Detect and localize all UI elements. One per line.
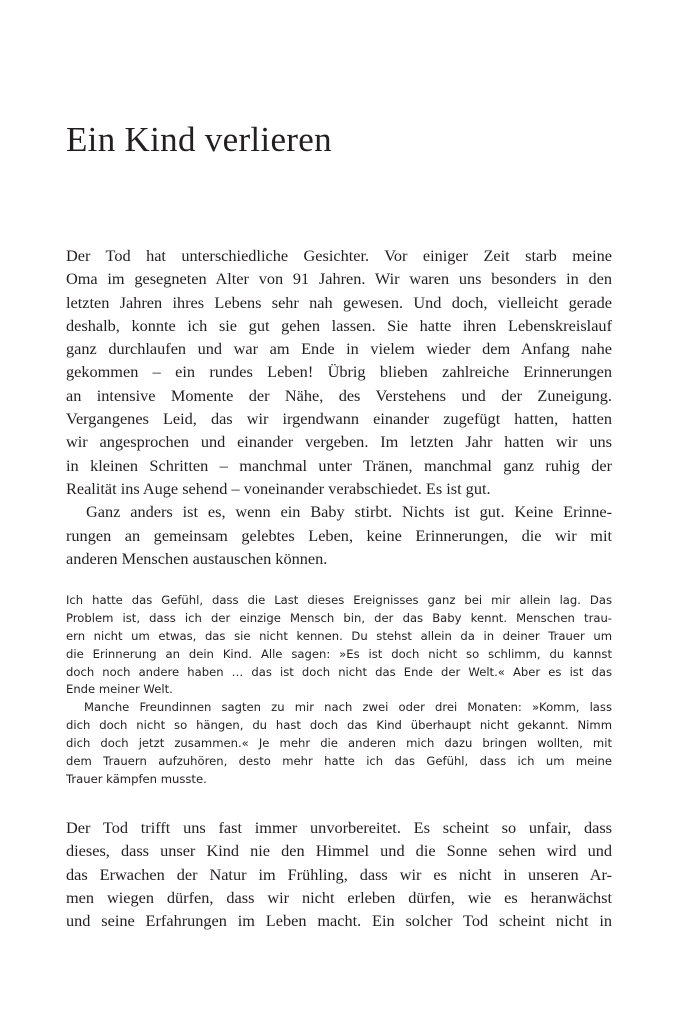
text-line: gekommen – ein rundes Leben! Übrig blieben zahlreiche Erinnerungen — [66, 362, 612, 382]
testimonial-quote — [66, 592, 612, 789]
page-title: Ein Kind verlieren — [66, 120, 332, 159]
text-line: Ganz anders ist es, wenn ein Baby stirbt. Nichts ist gut. Keine Erinne- — [86, 502, 612, 522]
quote-line: dich doch nicht so hängen, du hast doch das Kind überhaupt nicht gekannt. Nimm — [66, 718, 612, 733]
quote-line: Trauer kämpfen musste. — [66, 771, 207, 786]
text-line: Oma im gesegneten Alter von 91 Jahren. Wir waren uns besonders in den — [66, 269, 612, 289]
text-line: men wiegen dürfen, dass wir nicht erleben dürfen, wie es heranwächst — [66, 887, 612, 907]
quote-line: doch noch andere haben … das ist doch nicht das Ende der Welt.« Aber es ist das — [66, 664, 612, 679]
text-line: und seine Erfahrungen im Leben macht. Ein solcher Tod scheint nicht in — [66, 911, 612, 931]
text-line: Der Tod hat unterschiedliche Gesichter. Vor einiger Zeit starb meine — [66, 246, 612, 265]
text-line: letzten Jahren ihres Lebens sehr nah gewesen. Und doch, vielleicht gerade — [66, 292, 612, 312]
body-text-section-2 — [66, 816, 612, 932]
text-line: deshalb, konnte ich sie gut gehen lassen. Sie hatte ihren Lebenskreislauf — [66, 315, 612, 335]
quote-line: dem Trauern aufzuhören, desto mehr hatte ich das Gefühl, dass ich um meine — [66, 754, 612, 769]
text-line: wir angesprochen und einander vergeben. Im letzten Jahr hatten wir uns — [66, 432, 612, 452]
text-line: Realität ins Auge sehend – voneinander verabschiedet. Es ist gut. — [66, 478, 491, 498]
text-line: dieses, dass unser Kind nie den Himmel und die Sonne sehen wird und — [66, 841, 612, 861]
body-text-section-1 — [66, 244, 612, 570]
text-line: Vergangenes Leid, das wir irgendwann einander zugefügt hatten, hatten — [66, 409, 612, 429]
quote-line: Ende meiner Welt. — [66, 682, 173, 697]
quote-line: ern nicht um etwas, das sie nicht kennen. Du stehst allein da in deiner Trauer um — [66, 628, 612, 643]
text-line: in kleinen Schritten – manchmal unter Tränen, manchmal ganz ruhig der — [66, 455, 612, 475]
text-line: an intensive Momente der Nähe, des Verstehens und der Zuneigung. — [66, 385, 612, 405]
quote-line: Ich hatte das Gefühl, dass die Last dieses Ereignisses ganz bei mir allein lag. Das — [66, 593, 612, 607]
quote-line: die Erinnerung an dein Kind. Alle sagen: »Es ist doch nicht so schlimm, du kannst — [66, 646, 612, 661]
text-line: ganz durchlaufen und war am Ende in vielem wieder dem Anfang nahe — [66, 339, 612, 359]
text-line: das Erwachen der Natur im Frühling, dass wir es nicht in unseren Ar- — [66, 864, 612, 884]
quote-line: Manche Freundinnen sagten zu mir nach zwei oder drei Monaten: »Komm, lass — [84, 700, 612, 715]
text-line: anderen Menschen austauschen können. — [66, 548, 328, 568]
quote-line: dich doch jetzt zusammen.« Je mehr die anderen mich dazu bringen wollten, mit — [66, 736, 612, 751]
quote-line: Problem ist, dass ich der einzige Mensch bin, der das Baby kennt. Menschen trau- — [66, 610, 612, 625]
text-line: Der Tod trifft uns fast immer unvorbereitet. Es scheint so unfair, dass — [66, 818, 612, 837]
text-line: rungen an gemeinsam gelebtes Leben, keine Erinnerungen, die wir mit — [66, 525, 612, 545]
